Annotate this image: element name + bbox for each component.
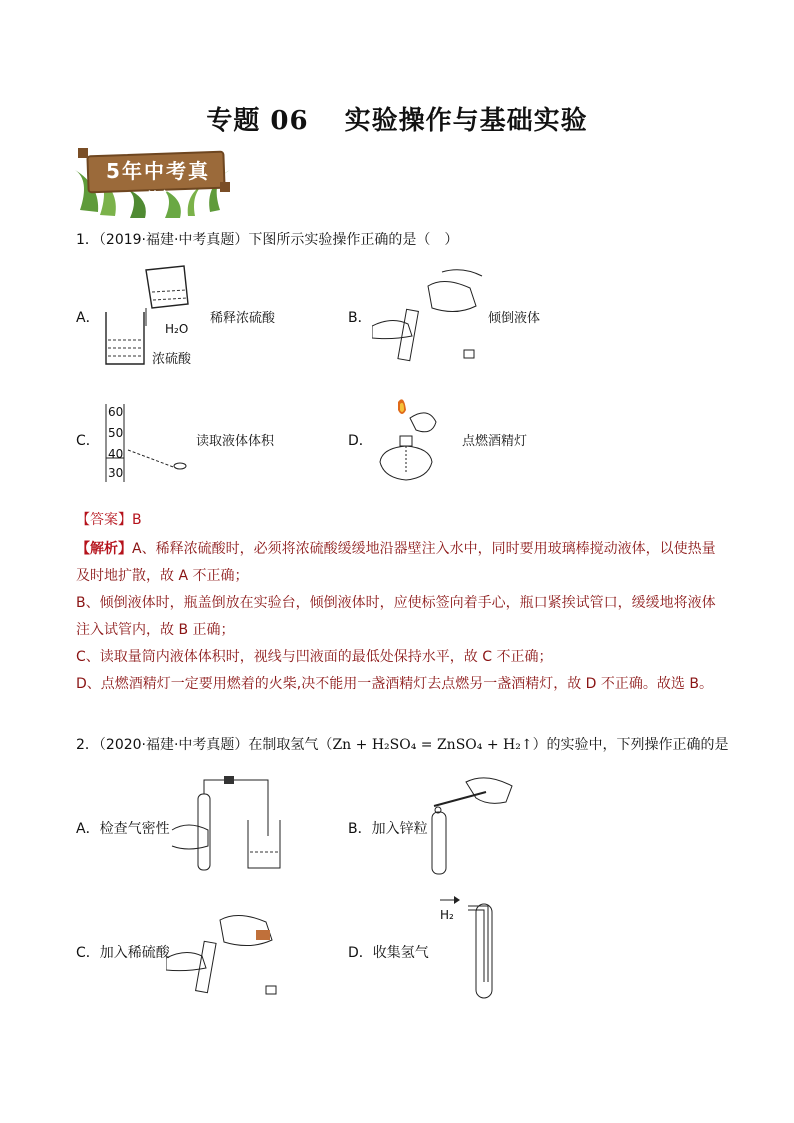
collecting-hydrogen-figure <box>434 892 504 1002</box>
tick-50: 50 <box>108 426 124 440</box>
airtightness-check-figure <box>168 776 298 876</box>
banner-text: 5年中考真题 <box>106 159 210 212</box>
q1-option-c-caption: 读取液体体积 <box>196 434 275 449</box>
page-title <box>0 100 794 137</box>
q1-option-d-letter: D． <box>348 433 373 449</box>
answer-value: B <box>132 512 142 528</box>
q1-option-d-caption: 点燃酒精灯 <box>462 434 528 449</box>
q1-analysis <box>76 536 726 698</box>
analysis-para-b: B、倾倒液体时，瓶盖倒放在实验台，倾倒液体时，应使标签向着手心，瓶口紧挨试管口，缓缓地将液体注入试管内，故 B 正确； <box>76 595 716 638</box>
q1-answer <box>76 509 142 529</box>
q2-option-c: C．加入稀硫酸 <box>76 945 170 961</box>
analysis-para-d: D、点燃酒精灯一定要用燃着的火柴,决不能用一盏酒精灯去点燃另一盏酒精灯，故 D 不正确。故选 B。 <box>76 676 713 692</box>
pouring-liquid-figure <box>372 266 492 366</box>
q2-stem: 2．（2020·福建·中考真题）在制取氢气（Zn + H₂SO₄ = ZnSO₄ + H₂↑）的实验中，下列操作正确的是 <box>76 737 729 753</box>
label-conc-acid: 浓硫酸 <box>152 352 192 367</box>
answer-label: 【答案】 <box>76 512 132 528</box>
tick-60: 60 <box>108 405 124 419</box>
tick-40: 40 <box>108 447 124 461</box>
alcohol-lamp-figure <box>372 396 452 488</box>
h2-label: H₂ <box>440 908 454 922</box>
q1-option-b-caption: 倾倒液体 <box>488 311 541 326</box>
q1-stem: 1．（2019·福建·中考真题）下图所示实验操作正确的是（ ） <box>76 232 459 248</box>
analysis-label: 【解析】 <box>76 541 132 557</box>
tick-30: 30 <box>108 466 124 480</box>
adding-dilute-acid-figure <box>166 906 286 1002</box>
q2-equation: Zn + H₂SO₄ = ZnSO₄ + H₂↑ <box>332 737 533 753</box>
section-banner <box>70 140 240 220</box>
label-water: H₂O <box>165 322 189 336</box>
q1-option-a-caption: 稀释浓硫酸 <box>210 311 276 326</box>
q1-option-c-letter: C． <box>76 433 100 449</box>
q1-option-b-letter: B． <box>348 310 372 326</box>
title-right: 实验操作与基础实验 <box>344 106 588 136</box>
q2-option-b: B．加入锌粒 <box>348 821 428 837</box>
title-left: 专题 06 <box>206 106 309 136</box>
analysis-para-a: 【解析】A、稀释浓硫酸时，必须将浓硫酸缓缓地沿器壁注入水中，同时要用玻璃棒搅动液体，以使热量及时地扩散，故 A 不正确； <box>76 541 716 584</box>
analysis-para-c: C、读取量筒内液体体积时，视线与凹液面的最低处保持水平，故 C 不正确； <box>76 649 553 665</box>
adding-zinc-figure <box>426 772 516 878</box>
q1-option-a-letter: A． <box>76 310 100 326</box>
q2-option-a: A．检查气密性 <box>76 821 170 837</box>
q2-option-d: D．收集氢气 <box>348 945 429 961</box>
